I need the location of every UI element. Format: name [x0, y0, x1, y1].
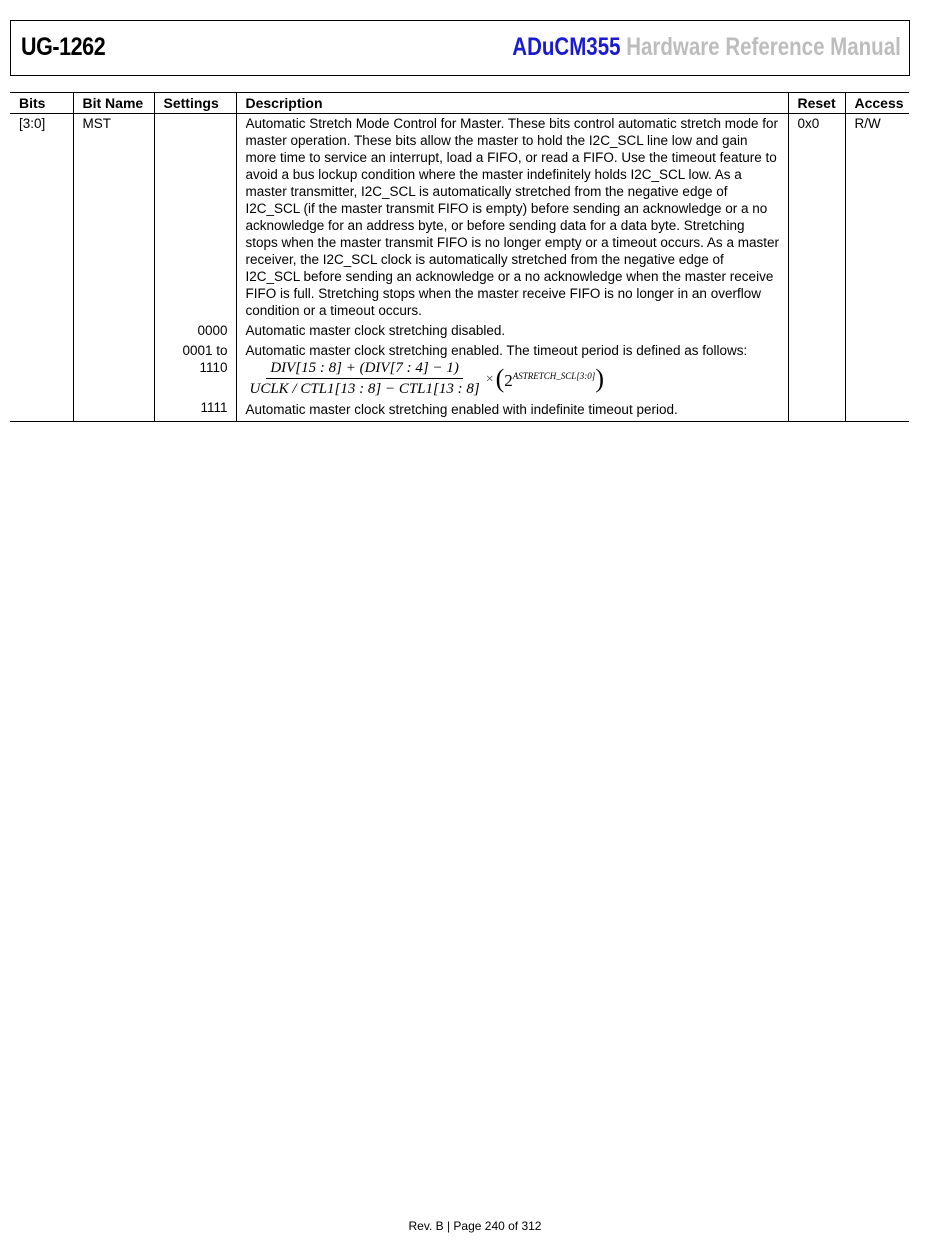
document-title [512, 33, 901, 62]
access-cell: R/W [845, 114, 909, 422]
product-name: ADuCM355 [512, 33, 621, 61]
column-header-reset: Reset [788, 93, 845, 114]
formula-times: × [485, 371, 494, 387]
description-text: Automatic Stretch Mode Control for Master. These bits control automatic stretch mode for master operation. These bits allow the master to hold the I2C_SCL line low and gain more time to service an interrupt, load a FIFO, or read a FIFO. Use the timeout feature to avoid a bus lockup condition where the master indefinitely holds I2C_SCL low. As a master transmitter, I2C_SCL is automatically stretched from the negative edge of I2C_SCL (if the master transmit FIFO is empty) before sending an acknowledge or a no acknowledge for an address byte, or before sending data for a data byte. Stretching stops when the master transmit FIFO is no longer empty or a timeout occurs. As a master receiver, the I2C_SCL clock is automatically stretched from the negative edge of I2C_SCL before sending an acknowledge or a no acknowledge when the master receive FIFO is full. Stretching stops when the master receive FIFO is no longer in an overflow condition or a timeout occurs. [245, 116, 779, 318]
column-header-settings: Settings [154, 93, 236, 114]
formula-base: 2 [504, 371, 513, 390]
formula-open-paren: ( [495, 364, 505, 393]
register-bit-table [10, 92, 909, 422]
page-footer: Rev. B | Page 240 of 312 [408, 1219, 542, 1233]
formula-exponent: ASTRETCH_SCL[3:0] [512, 371, 596, 381]
column-header-bit-name: Bit Name [73, 93, 154, 114]
formula-numerator: DIV[15 : 8] + (DIV[7 : 4] − 1) [266, 360, 463, 379]
setting-description-0000: Automatic master clock stretching disabled. [245, 323, 506, 338]
formula-close-paren: ) [595, 364, 604, 393]
setting-value-0000: 0000 [197, 323, 228, 338]
column-header-bits: Bits [10, 93, 73, 114]
bits-cell: [3:0] [10, 114, 73, 422]
column-header-description: Description [236, 93, 788, 114]
manual-title: Hardware Reference Manual [626, 33, 901, 61]
timeout-formula [246, 360, 780, 398]
formula-denominator: UCLK / CTL1[13 : 8] − CTL1[13 : 8] [249, 381, 480, 397]
setting-description-range: Automatic master clock stretching enabled. The timeout period is defined as follows: [245, 343, 748, 358]
table-row [10, 114, 909, 422]
description-cell [236, 114, 788, 422]
formula-fraction [246, 360, 484, 398]
table-header-row [10, 93, 909, 114]
setting-description-1111: Automatic master clock stretching enabled with indefinite timeout period. [245, 402, 678, 417]
setting-value-range-start: 0001 to [182, 343, 228, 358]
setting-value-1111: 1111 [200, 400, 228, 415]
document-id: UG-1262 [21, 33, 106, 61]
formula-power [496, 366, 604, 392]
reset-cell: 0x0 [788, 114, 845, 422]
bit-name-cell: MST [73, 114, 154, 422]
settings-cell [154, 114, 236, 422]
setting-value-range-end: 1110 [199, 360, 228, 375]
page-header [10, 20, 910, 76]
column-header-access: Access [845, 93, 909, 114]
